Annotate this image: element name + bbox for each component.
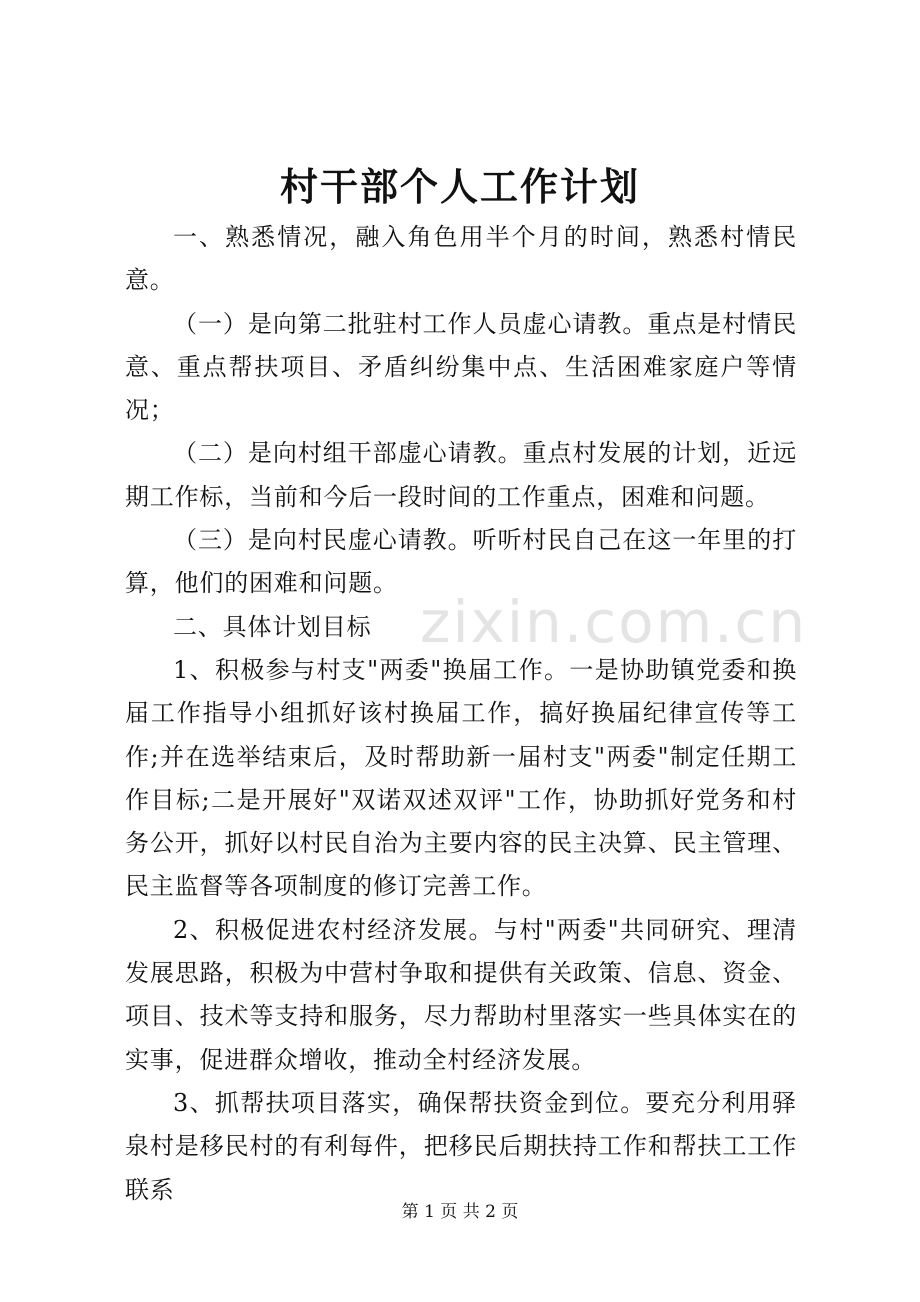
paragraph-4: （三）是向村民虚心请教。听听村民自己在这一年里的打算，他们的困难和问题。 bbox=[125, 526, 797, 598]
paragraph-7: 2、积极促进农村经济发展。与村"两委"共同研究、理清发展思路，积极为中营村争取和提供有关政策、信息、资金、项目、技术等支持和服务，尽力帮助村里落实一些具体实在的实事，促进群众增收，推动全村经济发展。 bbox=[125, 915, 797, 1074]
document-body bbox=[125, 216, 797, 1212]
paragraph-2: （一）是向第二批驻村工作人员虚心请教。重点是村情民意、重点帮扶项目、矛盾纠纷集中点、生活困难家庭户等情况； bbox=[125, 309, 797, 425]
paragraph-8: 3、抓帮扶项目落实，确保帮扶资金到位。要充分利用驿泉村是移民村的有利每件，把移民后期扶持工作和帮扶工工作联系 bbox=[125, 1088, 797, 1204]
document-title: 村干部个人工作计划 bbox=[279, 164, 640, 209]
paragraph-1: 一、熟悉情况，融入角色用半个月的时间，熟悉村情民意。 bbox=[125, 223, 797, 295]
paragraph-6: 1、积极参与村支"两委"换届工作。一是协助镇党委和换届工作指导小组抓好该村换届工作，搞好换届纪律宣传等工作;并在选举结束后，及时帮助新一届村支"两委"制定任期工作目标;二是开展好"双诺双述双评"工作，协助抓好党务和村务公开，抓好以村民自治为主要内容的民主决算、民主管理、民主监督等各项制度的修订完善工作。 bbox=[125, 655, 797, 901]
paragraph-3: （二）是向村组干部虚心请教。重点村发展的计划，近远期工作标，当前和今后一段时间的工作重点，困难和问题。 bbox=[125, 439, 797, 511]
watermark: zixin.com.cn bbox=[420, 588, 808, 656]
page-footer: 第 1 页 共 2 页 bbox=[401, 1202, 519, 1222]
section-heading-2: 二、具体计划目标 bbox=[173, 612, 372, 641]
